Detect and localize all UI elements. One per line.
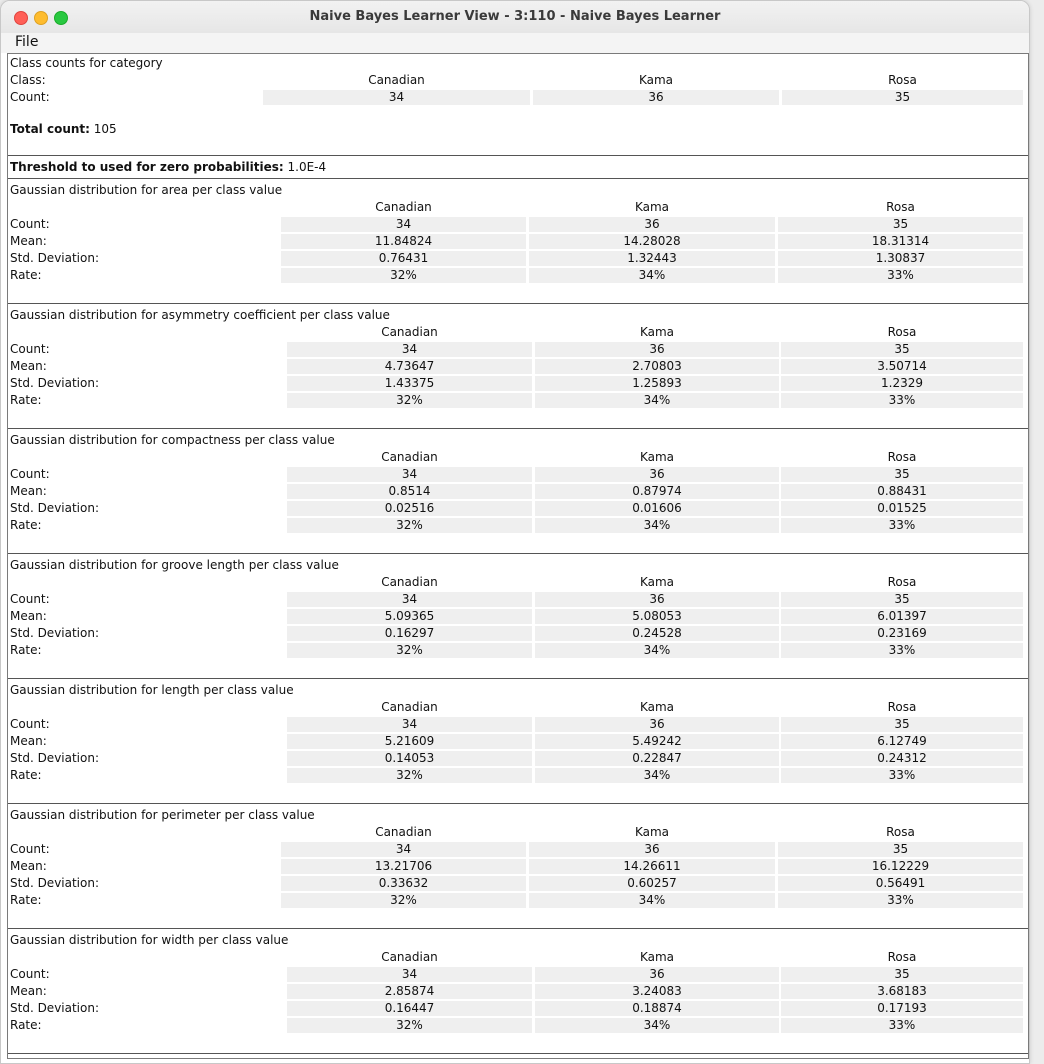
column-header-rosa: Rosa (887, 700, 917, 714)
column-header-rosa: Rosa (887, 575, 917, 589)
stat-cell: 33% (781, 393, 1023, 408)
column-header-rosa: Rosa (886, 825, 915, 839)
stat-cell: 34 (281, 842, 526, 857)
count-label: Count: (10, 90, 50, 104)
section-divider (8, 553, 1028, 554)
row-label-rate: Rate: (10, 518, 42, 532)
stat-cell: 0.18874 (535, 1001, 779, 1016)
stat-cell: 34 (287, 342, 532, 357)
stat-cell: 0.01606 (535, 501, 779, 516)
stat-cell: 0.24312 (781, 751, 1023, 766)
section-divider (8, 1053, 1028, 1054)
class-header-rosa: Rosa (888, 73, 917, 87)
row-label-rate: Rate: (10, 1018, 42, 1032)
stat-cell: 34 (287, 467, 532, 482)
stat-cell: 32% (281, 893, 526, 908)
distribution-heading-groove-length: Gaussian distribution for groove length per class value (10, 558, 339, 572)
stat-cell: 35 (781, 342, 1023, 357)
column-header-canadian: Canadian (381, 700, 438, 714)
row-label-rate: Rate: (10, 268, 42, 282)
distribution-heading-asymmetry-coefficient: Gaussian distribution for asymmetry coefficient per class value (10, 308, 390, 322)
column-header-canadian: Canadian (375, 200, 432, 214)
stat-cell: 35 (778, 217, 1023, 232)
stat-cell: 35 (781, 467, 1023, 482)
row-label-mean: Mean: (10, 359, 47, 373)
stat-cell: 33% (781, 1018, 1023, 1033)
distribution-heading-compactness: Gaussian distribution for compactness per class value (10, 433, 335, 447)
stat-cell: 33% (781, 518, 1023, 533)
distribution-heading-area: Gaussian distribution for area per class value (10, 183, 283, 197)
stat-cell: 13.21706 (281, 859, 526, 874)
column-header-kama: Kama (639, 700, 675, 714)
stat-cell: 4.73647 (287, 359, 532, 374)
stat-cell: 36 (535, 717, 779, 732)
stat-cell: 35 (781, 717, 1023, 732)
column-header-kama: Kama (639, 325, 675, 339)
stat-cell: 32% (287, 643, 532, 658)
stat-cell: 1.43375 (287, 376, 532, 391)
section-divider (8, 155, 1028, 156)
stat-cell: 0.8514 (287, 484, 532, 499)
row-label-count: Count: (10, 467, 50, 481)
stat-cell: 1.25893 (535, 376, 779, 391)
section-divider (8, 928, 1028, 929)
stat-cell: 0.87974 (535, 484, 779, 499)
stat-cell: 36 (535, 342, 779, 357)
stat-cell: 0.56491 (778, 876, 1023, 891)
column-header-canadian: Canadian (381, 450, 438, 464)
row-label-mean: Mean: (10, 609, 47, 623)
stat-cell: 1.30837 (778, 251, 1023, 266)
stat-cell: 34% (529, 268, 775, 283)
row-label-rate: Rate: (10, 393, 42, 407)
section-divider (8, 678, 1028, 679)
column-header-kama: Kama (634, 825, 670, 839)
class-label: Class: (10, 73, 46, 87)
row-label-count: Count: (10, 717, 50, 731)
title-bar (1, 1, 1029, 34)
stat-cell: 36 (535, 592, 779, 607)
section-divider (8, 803, 1028, 804)
stat-cell: 34% (529, 893, 775, 908)
stat-cell: 16.12229 (778, 859, 1023, 874)
section-divider (8, 428, 1028, 429)
stat-cell: 5.21609 (287, 734, 532, 749)
row-label-mean: Mean: (10, 734, 47, 748)
stat-cell: 0.23169 (781, 626, 1023, 641)
column-header-canadian: Canadian (375, 825, 432, 839)
stat-cell: 3.50714 (781, 359, 1023, 374)
stat-cell: 0.17193 (781, 1001, 1023, 1016)
stat-cell: 34% (535, 1018, 779, 1033)
stat-cell: 34% (535, 643, 779, 658)
row-label-count: Count: (10, 967, 50, 981)
column-header-canadian: Canadian (381, 950, 438, 964)
stat-cell: 0.88431 (781, 484, 1023, 499)
zero-probability-threshold (10, 160, 326, 175)
stat-cell: 1.2329 (781, 376, 1023, 391)
stat-cell: 34% (535, 518, 779, 533)
stat-cell: 6.01397 (781, 609, 1023, 624)
stat-cell: 35 (778, 842, 1023, 857)
row-label-mean: Mean: (10, 484, 47, 498)
stat-cell: 3.68183 (781, 984, 1023, 999)
stat-cell: 36 (535, 967, 779, 982)
stat-cell: 0.33632 (281, 876, 526, 891)
stat-cell: 5.08053 (535, 609, 779, 624)
distribution-heading-length: Gaussian distribution for length per class value (10, 683, 294, 697)
stat-cell: 0.01525 (781, 501, 1023, 516)
stat-cell: 18.31314 (778, 234, 1023, 249)
stat-cell: 0.16297 (287, 626, 532, 641)
section-divider (8, 178, 1028, 179)
row-label-mean: Mean: (10, 984, 47, 998)
column-header-rosa: Rosa (887, 325, 917, 339)
total-count-label: Total count: (10, 122, 90, 136)
class-count-canadian: 34 (263, 90, 530, 105)
class-header-canadian: Canadian (368, 73, 425, 87)
stat-cell: 36 (535, 467, 779, 482)
row-label-stddeviation: Std. Deviation: (10, 876, 100, 890)
stat-cell: 32% (287, 518, 532, 533)
stat-cell: 34% (535, 393, 779, 408)
model-summary-panel (7, 53, 1029, 1059)
column-header-kama: Kama (634, 200, 670, 214)
row-label-rate: Rate: (10, 643, 42, 657)
column-header-kama: Kama (639, 450, 675, 464)
column-header-canadian: Canadian (381, 575, 438, 589)
row-label-count: Count: (10, 217, 50, 231)
stat-cell: 33% (778, 893, 1023, 908)
row-label-stddeviation: Std. Deviation: (10, 376, 100, 390)
row-label-stddeviation: Std. Deviation: (10, 626, 100, 640)
stat-cell: 0.14053 (287, 751, 532, 766)
class-count-kama: 36 (533, 90, 779, 105)
stat-cell: 33% (778, 268, 1023, 283)
row-label-stddeviation: Std. Deviation: (10, 501, 100, 515)
total-count (10, 122, 117, 137)
row-label-stddeviation: Std. Deviation: (10, 751, 100, 765)
stat-cell: 14.28028 (529, 234, 775, 249)
stat-cell: 5.49242 (535, 734, 779, 749)
stat-cell: 34 (281, 217, 526, 232)
stat-cell: 2.70803 (535, 359, 779, 374)
stat-cell: 36 (529, 842, 775, 857)
row-label-stddeviation: Std. Deviation: (10, 251, 100, 265)
menu-file[interactable]: File (15, 34, 39, 50)
stat-cell: 34 (287, 967, 532, 982)
stat-cell: 34 (287, 717, 532, 732)
stat-cell: 0.24528 (535, 626, 779, 641)
stat-cell: 34% (535, 768, 779, 783)
class-header-kama: Kama (638, 73, 674, 87)
column-header-kama: Kama (639, 575, 675, 589)
window-title: Naive Bayes Learner View - 3:110 - Naive Bayes Learner (309, 9, 721, 24)
stat-cell: 34 (287, 592, 532, 607)
stat-cell: 3.24083 (535, 984, 779, 999)
row-label-stddeviation: Std. Deviation: (10, 1001, 100, 1015)
stat-cell: 5.09365 (287, 609, 532, 624)
section-divider (8, 303, 1028, 304)
row-label-rate: Rate: (10, 893, 42, 907)
column-header-rosa: Rosa (887, 950, 917, 964)
column-header-kama: Kama (639, 950, 675, 964)
stat-cell: 0.16447 (287, 1001, 532, 1016)
threshold-value: 1.0E-4 (287, 160, 327, 174)
stat-cell: 32% (287, 768, 532, 783)
column-header-rosa: Rosa (886, 200, 915, 214)
stat-cell: 35 (781, 967, 1023, 982)
row-label-mean: Mean: (10, 234, 47, 248)
stat-cell: 35 (781, 592, 1023, 607)
stat-cell: 6.12749 (781, 734, 1023, 749)
class-counts-heading: Class counts for category (10, 56, 163, 70)
row-label-rate: Rate: (10, 768, 42, 782)
row-label-mean: Mean: (10, 859, 47, 873)
stat-cell: 32% (287, 1018, 532, 1033)
row-label-count: Count: (10, 342, 50, 356)
stat-cell: 11.84824 (281, 234, 526, 249)
class-count-rosa: 35 (782, 90, 1023, 105)
threshold-label: Threshold to used for zero probabilities: (10, 160, 284, 174)
stat-cell: 0.22847 (535, 751, 779, 766)
stat-cell: 36 (529, 217, 775, 232)
distribution-heading-perimeter: Gaussian distribution for perimeter per class value (10, 808, 315, 822)
distribution-heading-width: Gaussian distribution for width per class value (10, 933, 289, 947)
stat-cell: 1.32443 (529, 251, 775, 266)
stat-cell: 0.02516 (287, 501, 532, 516)
stat-cell: 32% (281, 268, 526, 283)
row-label-count: Count: (10, 592, 50, 606)
menu-bar (1, 33, 1029, 53)
stat-cell: 0.60257 (529, 876, 775, 891)
row-label-count: Count: (10, 842, 50, 856)
stat-cell: 33% (781, 643, 1023, 658)
total-count-value: 105 (93, 122, 117, 136)
stat-cell: 33% (781, 768, 1023, 783)
stat-cell: 0.76431 (281, 251, 526, 266)
stat-cell: 32% (287, 393, 532, 408)
stat-cell: 2.85874 (287, 984, 532, 999)
column-header-rosa: Rosa (887, 450, 917, 464)
column-header-canadian: Canadian (381, 325, 438, 339)
stat-cell: 14.26611 (529, 859, 775, 874)
